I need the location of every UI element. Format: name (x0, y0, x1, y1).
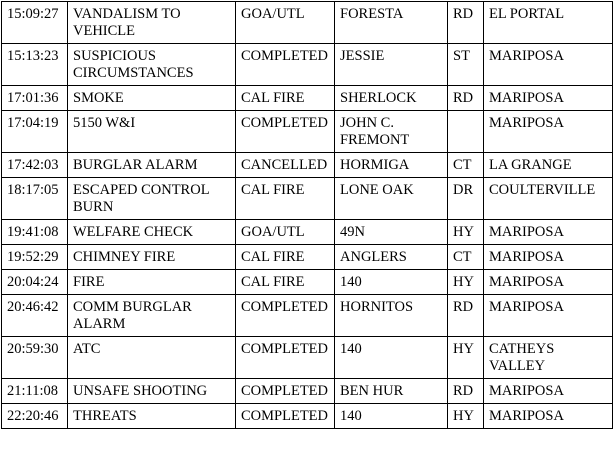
street-suffix-cell: CT (448, 153, 484, 178)
time-cell: 20:04:24 (2, 270, 68, 295)
time-cell: 20:46:42 (2, 295, 68, 337)
city-cell: MARIPOSA (484, 379, 613, 404)
disposition-cell: CAL FIRE (236, 178, 335, 220)
call-type-cell: VANDALISM TO VEHICLE (68, 2, 236, 44)
street-suffix-cell: RD (448, 2, 484, 44)
street-suffix-cell: HY (448, 270, 484, 295)
city-cell: MARIPOSA (484, 270, 613, 295)
call-type-cell: SUSPICIOUS CIRCUMSTANCES (68, 44, 236, 86)
time-cell: 21:11:08 (2, 379, 68, 404)
call-type-cell: ESCAPED CONTROL BURN (68, 178, 236, 220)
call-type-cell: 5150 W&I (68, 111, 236, 153)
table-row (2, 295, 613, 337)
street-cell: 49N (335, 220, 448, 245)
table-row (2, 86, 613, 111)
street-suffix-cell: CT (448, 245, 484, 270)
city-cell: LA GRANGE (484, 153, 613, 178)
street-suffix-cell: RD (448, 295, 484, 337)
street-suffix-cell: RD (448, 86, 484, 111)
table-row (2, 337, 613, 379)
street-cell: SHERLOCK (335, 86, 448, 111)
table-row (2, 111, 613, 153)
disposition-cell: CANCELLED (236, 153, 335, 178)
time-cell: 22:20:46 (2, 404, 68, 429)
city-cell: MARIPOSA (484, 44, 613, 86)
incident-log-body (2, 2, 613, 429)
city-cell: CATHEYS VALLEY (484, 337, 613, 379)
disposition-cell: COMPLETED (236, 44, 335, 86)
city-cell: MARIPOSA (484, 404, 613, 429)
city-cell: MARIPOSA (484, 86, 613, 111)
street-cell: HORMIGA (335, 153, 448, 178)
street-suffix-cell (448, 111, 484, 153)
call-type-cell: THREATS (68, 404, 236, 429)
street-cell: FORESTA (335, 2, 448, 44)
table-row (2, 220, 613, 245)
time-cell: 17:01:36 (2, 86, 68, 111)
call-type-cell: WELFARE CHECK (68, 220, 236, 245)
table-row (2, 153, 613, 178)
disposition-cell: GOA/UTL (236, 2, 335, 44)
time-cell: 15:13:23 (2, 44, 68, 86)
call-type-cell: ATC (68, 337, 236, 379)
time-cell: 17:04:19 (2, 111, 68, 153)
disposition-cell: COMPLETED (236, 295, 335, 337)
street-cell: JOHN C. FREMONT (335, 111, 448, 153)
city-cell: EL PORTAL (484, 2, 613, 44)
incident-log-table (1, 1, 613, 429)
call-type-cell: BURGLAR ALARM (68, 153, 236, 178)
disposition-cell: COMPLETED (236, 379, 335, 404)
disposition-cell: COMPLETED (236, 337, 335, 379)
city-cell: MARIPOSA (484, 295, 613, 337)
disposition-cell: CAL FIRE (236, 86, 335, 111)
city-cell: MARIPOSA (484, 111, 613, 153)
time-cell: 18:17:05 (2, 178, 68, 220)
city-cell: MARIPOSA (484, 220, 613, 245)
call-type-cell: UNSAFE SHOOTING (68, 379, 236, 404)
table-row (2, 245, 613, 270)
table-row (2, 379, 613, 404)
call-type-cell: SMOKE (68, 86, 236, 111)
table-row (2, 178, 613, 220)
disposition-cell: COMPLETED (236, 111, 335, 153)
time-cell: 15:09:27 (2, 2, 68, 44)
street-cell: JESSIE (335, 44, 448, 86)
call-type-cell: FIRE (68, 270, 236, 295)
time-cell: 19:52:29 (2, 245, 68, 270)
street-suffix-cell: HY (448, 220, 484, 245)
disposition-cell: CAL FIRE (236, 270, 335, 295)
city-cell: MARIPOSA (484, 245, 613, 270)
time-cell: 17:42:03 (2, 153, 68, 178)
disposition-cell: GOA/UTL (236, 220, 335, 245)
call-type-cell: CHIMNEY FIRE (68, 245, 236, 270)
street-suffix-cell: DR (448, 178, 484, 220)
street-cell: LONE OAK (335, 178, 448, 220)
street-cell: ANGLERS (335, 245, 448, 270)
city-cell: COULTERVILLE (484, 178, 613, 220)
table-row (2, 44, 613, 86)
street-cell: 140 (335, 337, 448, 379)
time-cell: 19:41:08 (2, 220, 68, 245)
disposition-cell: COMPLETED (236, 404, 335, 429)
street-cell: BEN HUR (335, 379, 448, 404)
table-row (2, 404, 613, 429)
time-cell: 20:59:30 (2, 337, 68, 379)
table-row (2, 270, 613, 295)
street-suffix-cell: RD (448, 379, 484, 404)
call-type-cell: COMM BURGLAR ALARM (68, 295, 236, 337)
table-row (2, 2, 613, 44)
disposition-cell: CAL FIRE (236, 245, 335, 270)
street-suffix-cell: HY (448, 404, 484, 429)
street-cell: 140 (335, 404, 448, 429)
street-cell: HORNITOS (335, 295, 448, 337)
street-cell: 140 (335, 270, 448, 295)
street-suffix-cell: HY (448, 337, 484, 379)
street-suffix-cell: ST (448, 44, 484, 86)
